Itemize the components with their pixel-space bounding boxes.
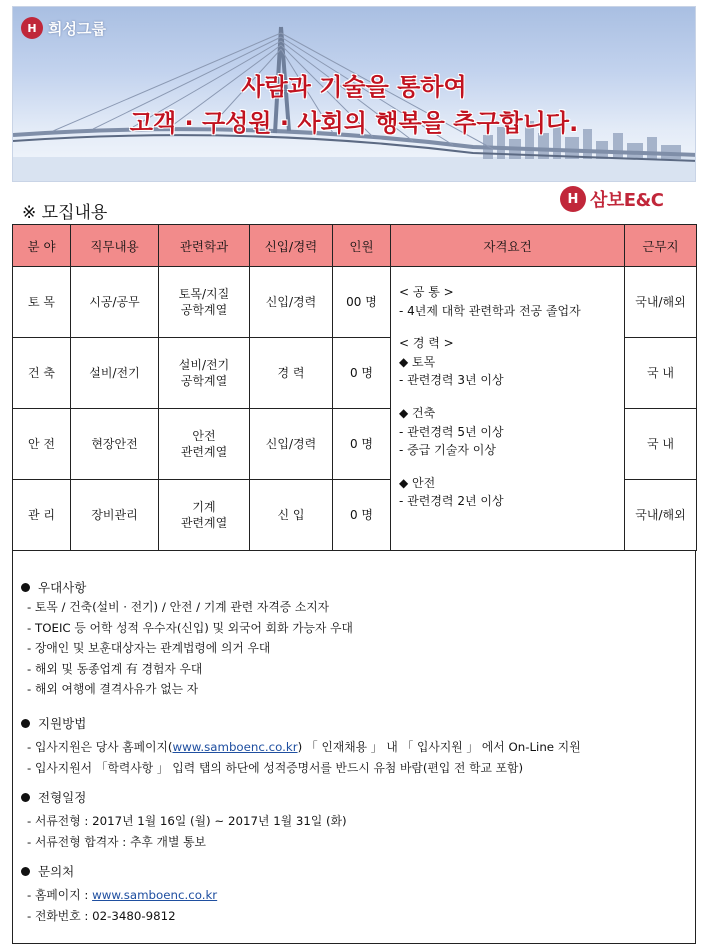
company-logo: [560, 186, 663, 212]
cell-field: 건 축: [13, 338, 71, 409]
benefits-heading-text: 우대사항: [38, 580, 87, 595]
bullet-icon: [21, 583, 30, 592]
contact-heading-text: 문의처: [38, 864, 75, 879]
cell-location: 국내/해외: [625, 267, 697, 338]
major-line: 안전: [192, 428, 216, 443]
req-arch-head: ◆ 건축: [399, 405, 436, 420]
req-common-1: - 4년제 대학 관련학과 전공 졸업자: [399, 303, 581, 318]
list-item: - 장애인 및 보훈대상자는 관계법령에 의거 우대: [27, 641, 271, 655]
cell-type: 신입/경력: [250, 267, 333, 338]
schedule-section: [21, 787, 347, 852]
major-line: 관련계열: [180, 445, 228, 459]
benefits-section: [21, 577, 353, 700]
req-arch-1: - 관련경력 5년 이상: [399, 424, 504, 439]
bullet-icon: [21, 719, 30, 728]
req-career-head: < 경 력 >: [399, 336, 454, 351]
apply-line-1-pre: - 입사지원은 당사 홈페이지(: [27, 740, 173, 754]
header-field: 분 야: [13, 225, 71, 267]
schedule-heading-text: 전형일정: [38, 790, 87, 805]
cell-field: 관 리: [13, 480, 71, 551]
apply-line-2: - 입사지원서 「학력사항 」 입력 탭의 하단에 성적증명서를 반드시 유첨 바람(편입 전 학교 포함): [27, 760, 524, 775]
list-item: - TOEIC 등 어학 성적 우수자(신입) 및 외국어 회화 가능자 우대: [27, 620, 353, 635]
cell-type: 신입/경력: [250, 409, 333, 480]
req-civil-1: - 관련경력 3년 이상: [399, 373, 504, 388]
major-line: 기계: [192, 499, 216, 514]
cell-field: 안 전: [13, 409, 71, 480]
cell-count: 0 명: [333, 480, 391, 551]
contact-homepage: [21, 885, 217, 906]
cell-type: 신 입: [250, 480, 333, 551]
recruitment-table: [12, 224, 697, 551]
bullet-icon: [21, 793, 30, 802]
header-count: 인원: [333, 225, 391, 267]
cell-duty: 시공/공무: [71, 267, 159, 338]
cell-major: [159, 409, 250, 480]
list-item: - 서류전형 : 2017년 1월 16일 (월) ~ 2017년 1월 31일 (화): [27, 814, 347, 828]
req-civil-head: ◆ 토목: [399, 354, 436, 369]
major-line: 공학계열: [180, 303, 228, 317]
major-line: 공학계열: [180, 374, 228, 388]
apply-heading-text: 지원방법: [38, 716, 87, 731]
cell-major: [159, 338, 250, 409]
benefits-heading: [21, 577, 353, 597]
major-line: 설비/전기: [178, 357, 230, 372]
table-header-row: [13, 225, 697, 267]
table-row: [13, 267, 697, 338]
cell-location: 국내/해외: [625, 480, 697, 551]
list-item: - 토목 / 건축(설비 · 전기) / 안전 / 기계 관련 자격증 소지자: [27, 600, 330, 614]
contact-homepage-link[interactable]: www.samboenc.co.kr: [92, 888, 218, 902]
contact-phone: - 전화번호 : 02-3480-9812: [27, 908, 176, 923]
req-common-head: < 공 통 >: [399, 285, 454, 299]
cell-major: [159, 267, 250, 338]
req-safety-head: ◆ 안전: [399, 475, 436, 490]
contact-heading: [21, 861, 217, 881]
req-arch-2: - 중급 기술자 이상: [399, 443, 496, 458]
group-logo: [21, 17, 106, 39]
apply-heading: [21, 713, 581, 733]
bullet-icon: [21, 867, 30, 876]
cell-count: 0 명: [333, 338, 391, 409]
header-banner: [12, 6, 696, 182]
header-type: 신입/경력: [250, 225, 333, 267]
company-logo-icon: H: [560, 186, 586, 212]
contact-section: [21, 861, 217, 926]
cell-type: 경 력: [250, 338, 333, 409]
info-box: [12, 551, 696, 944]
header-location: 근무지: [625, 225, 697, 267]
cell-count: 0 명: [333, 409, 391, 480]
cell-field: 토 목: [13, 267, 71, 338]
slogan-line1: 사람과 기술을 통하여: [241, 73, 467, 101]
contact-homepage-label: - 홈페이지 :: [27, 888, 93, 902]
group-name: 희성그룹: [48, 19, 106, 38]
section-title: ※ 모집내용: [22, 203, 108, 223]
apply-line-1-post: ) 「 인재채용 」 내 「 입사지원 」 에서 On-Line 지원: [297, 740, 581, 754]
cell-count: 00 명: [333, 267, 391, 338]
header-duty: 직무내용: [71, 225, 159, 267]
req-safety-1: - 관련경력 2년 이상: [399, 494, 504, 509]
major-line: 토목/지질: [178, 286, 230, 301]
header-major: 관련학과: [159, 225, 250, 267]
cell-duty: 장비관리: [71, 480, 159, 551]
list-item: - 해외 여행에 결격사유가 없는 자: [27, 682, 199, 696]
apply-line-1: [21, 737, 581, 758]
cell-major: [159, 480, 250, 551]
company-name: 삼보E&C: [590, 190, 664, 211]
apply-section: [21, 713, 581, 778]
homepage-link[interactable]: www.samboenc.co.kr: [172, 740, 298, 754]
cell-duty: 현장안전: [71, 409, 159, 480]
major-line: 관련계열: [180, 516, 228, 530]
list-item: - 서류전형 합격자 : 추후 개별 통보: [27, 834, 206, 849]
cell-requirements: [391, 267, 625, 551]
cell-location: 국 내: [625, 409, 697, 480]
header-requirements: 자격요건: [391, 225, 625, 267]
list-item: - 해외 및 동종업계 有 경험자 우대: [27, 661, 203, 676]
group-logo-icon: H: [21, 17, 43, 39]
cell-location: 국 내: [625, 338, 697, 409]
schedule-heading: [21, 787, 347, 807]
slogan-line2: 고객 · 구성원 · 사회의 행복을 추구합니다.: [129, 109, 579, 137]
cell-duty: 설비/전기: [71, 338, 159, 409]
